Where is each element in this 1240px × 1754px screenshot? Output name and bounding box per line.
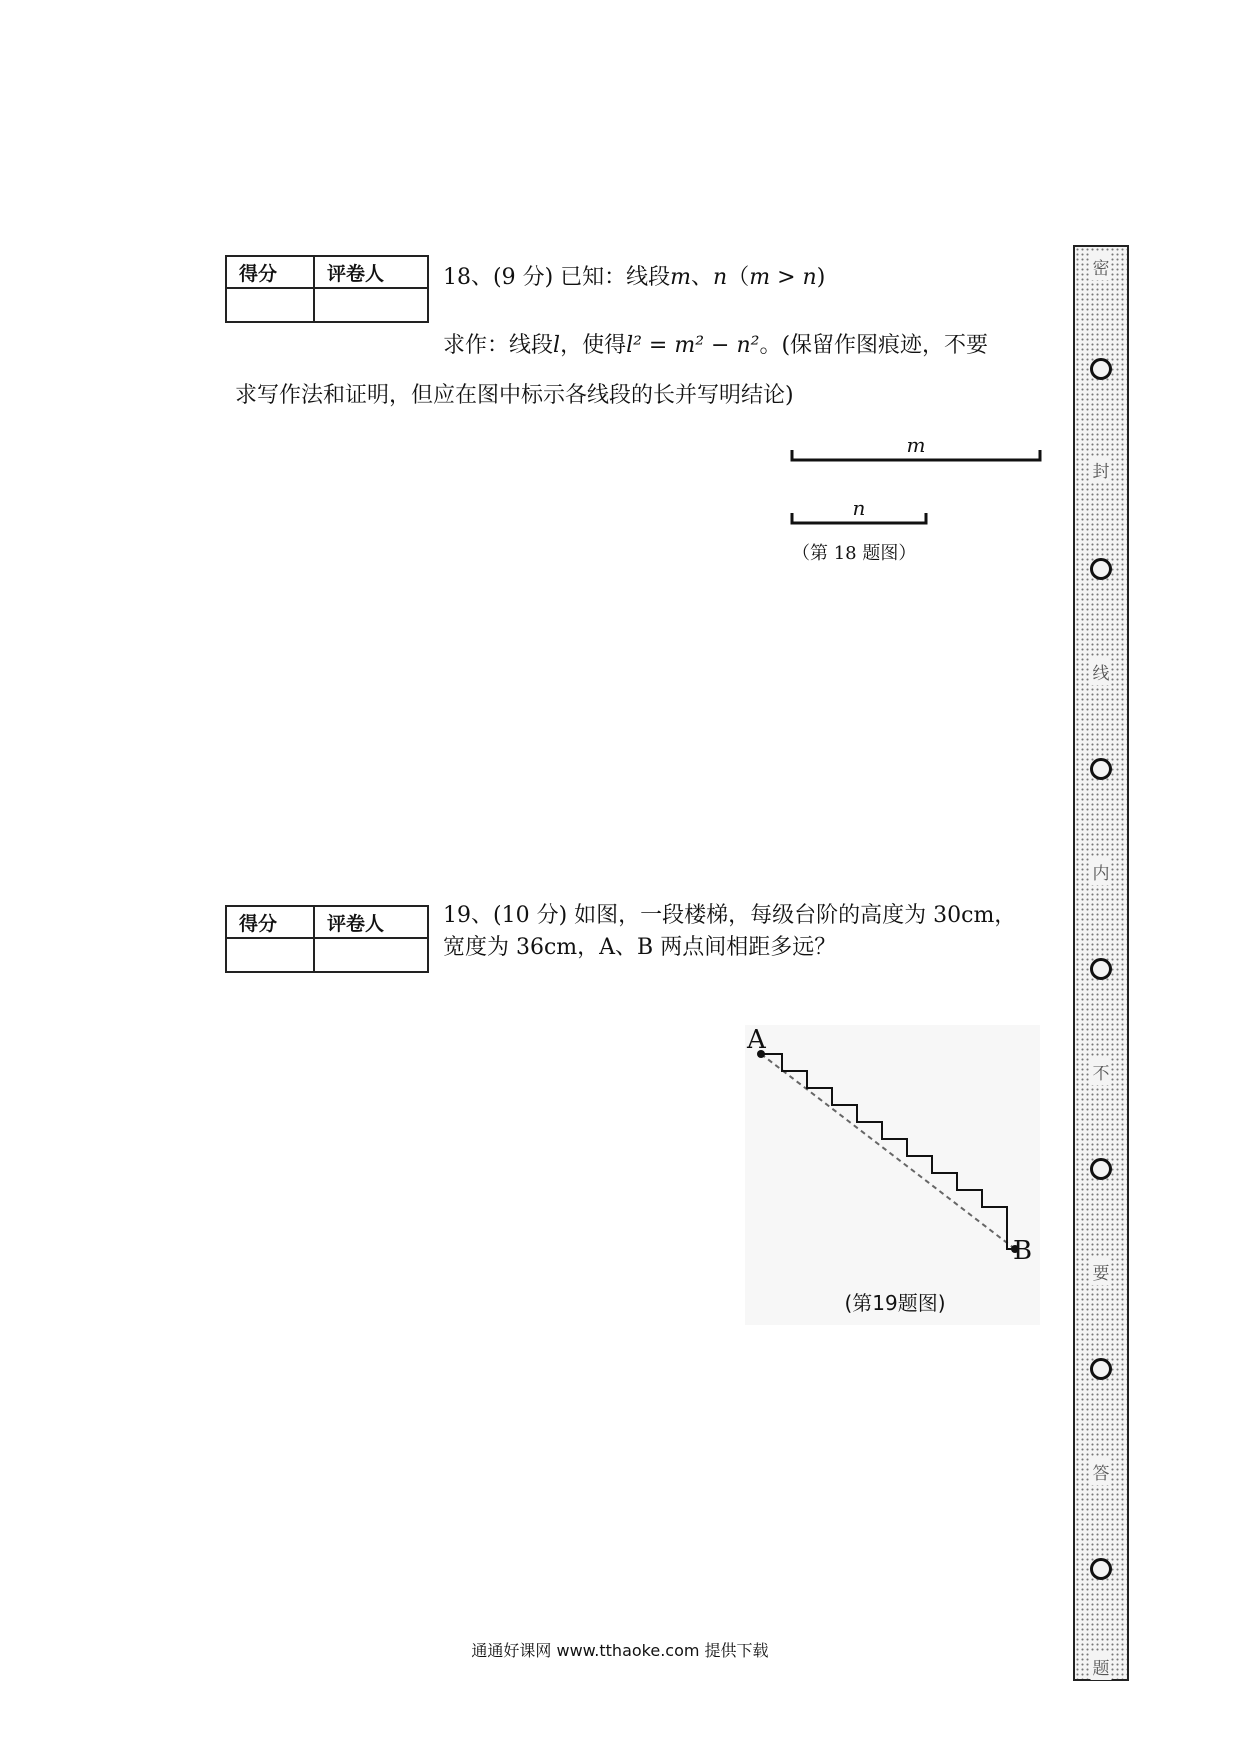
grader-cell[interactable] bbox=[314, 938, 428, 972]
binding-hole-icon bbox=[1090, 558, 1112, 580]
binding-char: 不 bbox=[1091, 1058, 1112, 1085]
binding-char: 内 bbox=[1091, 858, 1112, 885]
grader-header: 评卷人 bbox=[314, 906, 428, 938]
q18-figure bbox=[780, 430, 1050, 540]
label-b: B bbox=[1013, 1236, 1033, 1266]
label-n: n bbox=[852, 496, 866, 520]
binding-strip bbox=[1073, 245, 1129, 1681]
score-cell[interactable] bbox=[226, 288, 314, 322]
footer: 通通好课网 www.tthaoke.com 提供下载 bbox=[471, 1641, 769, 1660]
binding-char: 答 bbox=[1091, 1458, 1112, 1485]
binding-hole-icon bbox=[1090, 1558, 1112, 1580]
score-header: 得分 bbox=[226, 256, 314, 288]
binding-char: 线 bbox=[1091, 658, 1112, 685]
binding-hole-icon bbox=[1090, 958, 1112, 980]
binding-char: 封 bbox=[1091, 456, 1112, 483]
dashed-line-ab bbox=[761, 1054, 1015, 1249]
grader-cell[interactable] bbox=[314, 288, 428, 322]
binding-char: 密 bbox=[1091, 253, 1112, 280]
q18-line3: 求写作法和证明，但应在图中标示各线段的长并写明结论) bbox=[235, 383, 794, 408]
score-table-q19 bbox=[225, 905, 429, 973]
score-cell[interactable] bbox=[226, 938, 314, 972]
binding-hole-icon bbox=[1090, 1158, 1112, 1180]
q18-equation: l² = m² − n² bbox=[626, 333, 760, 358]
binding-hole-icon bbox=[1090, 1358, 1112, 1380]
score-table-q18 bbox=[225, 255, 429, 323]
q19-line1: 19、(10 分) 如图，一段楼梯，每级台阶的高度为 30cm， bbox=[443, 903, 1017, 928]
q18-line1: 18、(9 分) 已知：线段m、n（m > n) bbox=[443, 265, 826, 290]
q19-line2: 宽度为 36cm，A、B 两点间相距多远？ bbox=[443, 935, 837, 960]
q18-line2: 求作：线段l，使得l² = m² − n²。(保留作图痕迹，不要 bbox=[443, 333, 989, 358]
binding-hole-icon bbox=[1090, 358, 1112, 380]
label-m: m bbox=[906, 433, 926, 457]
binding-char: 要 bbox=[1091, 1258, 1112, 1285]
binding-char: 题 bbox=[1091, 1653, 1112, 1680]
label-a: A bbox=[747, 1025, 766, 1055]
q19-caption: (第19题图) bbox=[844, 1291, 946, 1315]
q18-caption: （第 18 题图） bbox=[792, 543, 917, 564]
binding-hole-icon bbox=[1090, 758, 1112, 780]
q19-figure bbox=[745, 1025, 1040, 1325]
grader-header: 评卷人 bbox=[314, 256, 428, 288]
score-header: 得分 bbox=[226, 906, 314, 938]
